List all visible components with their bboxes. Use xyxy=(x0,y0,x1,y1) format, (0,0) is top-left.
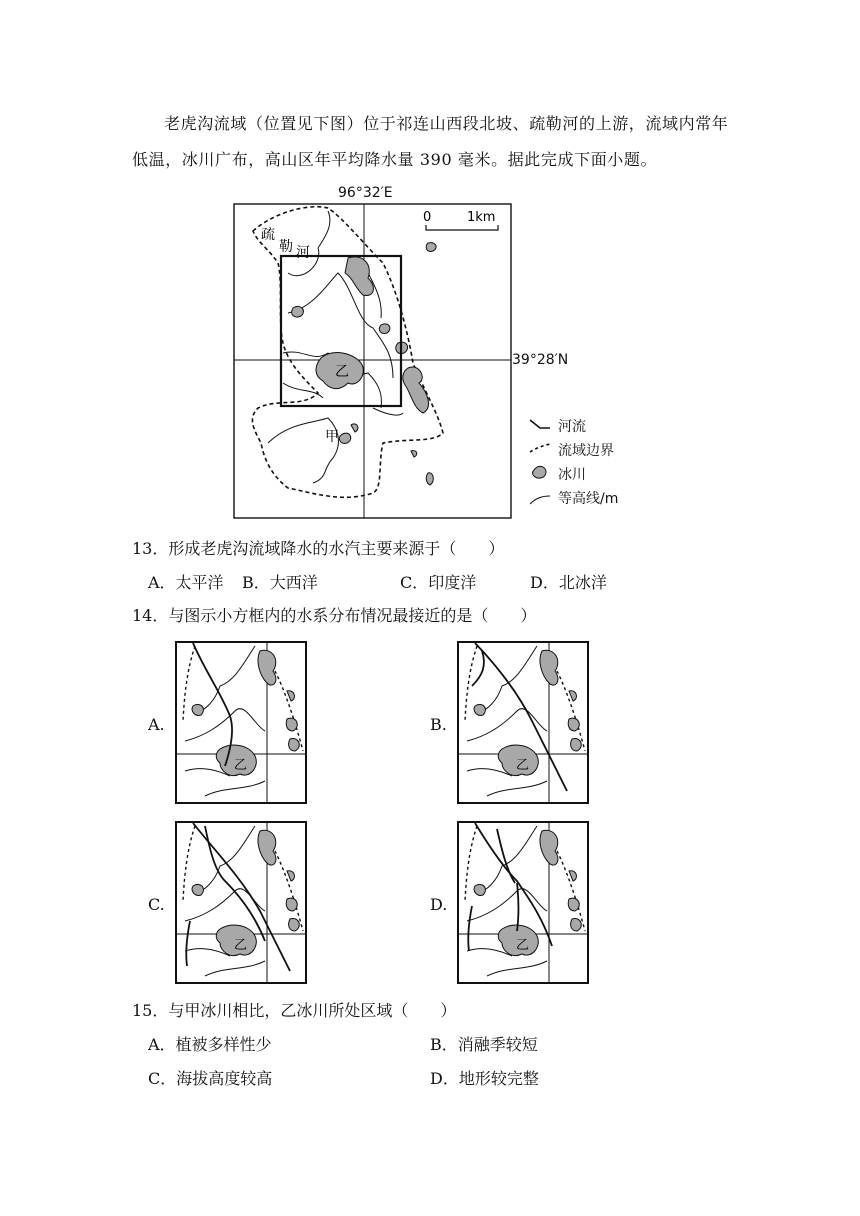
contour-legend-symbol xyxy=(530,496,550,504)
q14-option-a-label[interactable]: A. xyxy=(148,715,165,734)
q15-option-a[interactable]: A．植被多样性少 xyxy=(148,1035,272,1054)
glacier-legend-symbol xyxy=(533,466,547,478)
q13-option-c[interactable]: C．印度洋 xyxy=(400,573,477,592)
q14-option-c-label[interactable]: C. xyxy=(148,895,165,914)
scale-unit: 1km xyxy=(467,210,496,225)
legend-boundary-label: 流域边界 xyxy=(558,443,614,459)
q14-option-d-map[interactable] xyxy=(457,821,589,984)
intro-paragraph: 老虎沟流域（位置见下图）位于祁连山西段北坡、疏勒河的上游，流域内常年低温，冰川广布，高山区年平均降水量 390 毫米。据此完成下面小题。 xyxy=(132,114,729,169)
q13-option-a[interactable]: A．太平洋 xyxy=(148,573,224,592)
svg-text:乙: 乙 xyxy=(516,758,530,773)
q15-option-c[interactable]: C．海拔高度较高 xyxy=(148,1069,273,1088)
q15-option-b[interactable]: B．消融季较短 xyxy=(430,1035,538,1054)
svg-text:乙: 乙 xyxy=(234,938,248,953)
legend-river-label: 河流 xyxy=(558,419,586,435)
glacier-b-label: 乙 xyxy=(335,364,349,380)
legend-glacier-label: 冰川 xyxy=(558,467,586,483)
svg-text:乙: 乙 xyxy=(234,758,248,773)
legend-contour-label: 等高线/m xyxy=(558,491,619,507)
river-char-3: 河 xyxy=(296,245,310,261)
river-legend-symbol xyxy=(530,420,550,428)
legend xyxy=(528,414,648,514)
q14-option-c-map[interactable] xyxy=(175,821,307,984)
longitude-label: 96°32′E xyxy=(338,185,393,201)
svg-text:乙: 乙 xyxy=(516,938,530,953)
q14-option-b-label[interactable]: B. xyxy=(430,715,447,734)
question-13-stem: 13．形成老虎沟流域降水的水汽主要来源于（ ） xyxy=(132,539,505,558)
legend-symbols xyxy=(528,418,554,514)
river-char-1: 疏 xyxy=(261,227,275,243)
boundary-legend-symbol xyxy=(530,444,550,452)
q15-option-d[interactable]: D．地形较完整 xyxy=(430,1069,539,1088)
question-15-stem: 15．与甲冰川相比，乙冰川所处区域（ ） xyxy=(132,1001,457,1020)
q13-option-b[interactable]: B．大西洋 xyxy=(242,573,318,592)
q14-option-d-label[interactable]: D. xyxy=(430,895,448,914)
main-map xyxy=(233,203,513,520)
scale-zero: 0 xyxy=(423,210,432,225)
river-char-2: 勒 xyxy=(279,239,293,255)
q14-option-b-map[interactable] xyxy=(457,641,589,804)
glacier-a-label: 甲 xyxy=(325,429,339,445)
question-14-stem: 14．与图示小方框内的水系分布情况最接近的是（ ） xyxy=(132,606,537,625)
latitude-label: 39°28′N xyxy=(512,352,569,368)
q13-option-d[interactable]: D．北冰洋 xyxy=(530,573,607,592)
q14-option-a-map[interactable] xyxy=(175,641,307,804)
